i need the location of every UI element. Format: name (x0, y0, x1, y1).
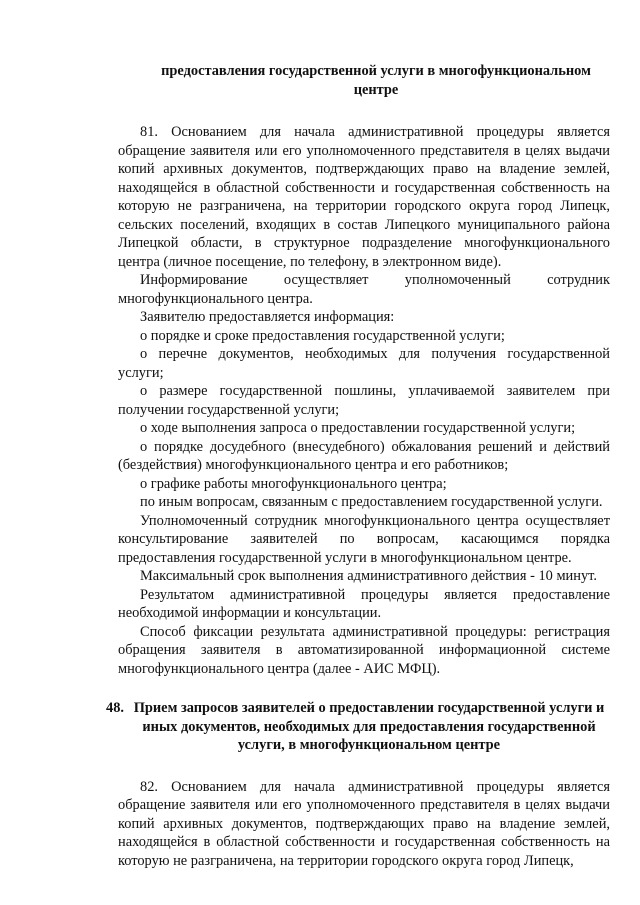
section-title: Прием запросов заявителей о предоставлении государственной услуги и иных документов, необходимых для предоставления государственной услуги, в многофункциональном центре (133, 700, 605, 753)
paragraph: Информирование осуществляет уполномоченный сотрудник многофункционального центра. (118, 272, 610, 307)
paragraph: о размере государственной пошлины, уплачиваемой заявителем при получении государственной услуги; (118, 383, 610, 418)
paragraph: о перечне документов, необходимых для получения государственной услуги; (118, 346, 610, 381)
paragraph: о ходе выполнения запроса о предоставлении государственной услуги; (140, 420, 576, 436)
paragraph: Заявителю предоставляется информация: (140, 309, 395, 325)
paragraph: о графике работы многофункционального центра; (140, 475, 447, 492)
paragraph: о порядке досудебного (внесудебного) обжалования решений и действий (бездействия) многофункционального центра и его работников; (118, 438, 610, 473)
paragraph-group-82 (118, 778, 610, 871)
paragraph: Способ фиксации результата административной процедуры: регистрация обращения заявителя в автоматизированной информационной системе многофункционального центра (далее - АИС МФЦ). (118, 623, 610, 677)
paragraph: 81. Основанием для начала административной процедуры является обращение заявителя или его уполномоченного представителя в целях выдачи копий архивных документов, подтверждающих право на владение землей, находящейся в областной собственности и государственная собственность на которую не разграничена, на территории городского округа город Липецк, сельских поселений, входящих в состав Липецкого муниципального района Липецкой области, в структурное подразделение многофункционального центра (личное посещение, по телефону, в электронном виде). (118, 124, 610, 270)
paragraph: Максимальный срок выполнения административного действия - 10 минут. (140, 568, 597, 584)
spacer (118, 99, 610, 123)
section-heading-48 (106, 699, 610, 755)
paragraph: о порядке и сроке предоставления государственной услуги; (140, 327, 505, 344)
section-number: 48. (106, 700, 124, 716)
paragraph: Уполномоченный сотрудник многофункционального центра осуществляет консультирование заявителей по вопросам, касающимся порядка предоставления государственной услуги в многофункциональном центре. (118, 512, 610, 566)
heading-continuation: предоставления государственной услуги в многофункциональном центре (161, 63, 591, 98)
paragraph: по иным вопросам, связанным с предоставлением государственной услуги. (140, 494, 603, 510)
paragraph-group-81 (118, 123, 610, 678)
spacer (118, 755, 610, 778)
paragraph: 82. Основанием для начала административной процедуры является обращение заявителя или его уполномоченного представителя в целях выдачи копий архивных документов, подтверждающих право на владение землей, находящейся в областной собственности и государственная собственность на которую не разграничена, на территории городского округа город Липецк, (118, 778, 610, 869)
paragraph: Результатом административной процедуры является предоставление необходимой информации и консультации. (118, 586, 610, 621)
spacer (118, 678, 610, 699)
